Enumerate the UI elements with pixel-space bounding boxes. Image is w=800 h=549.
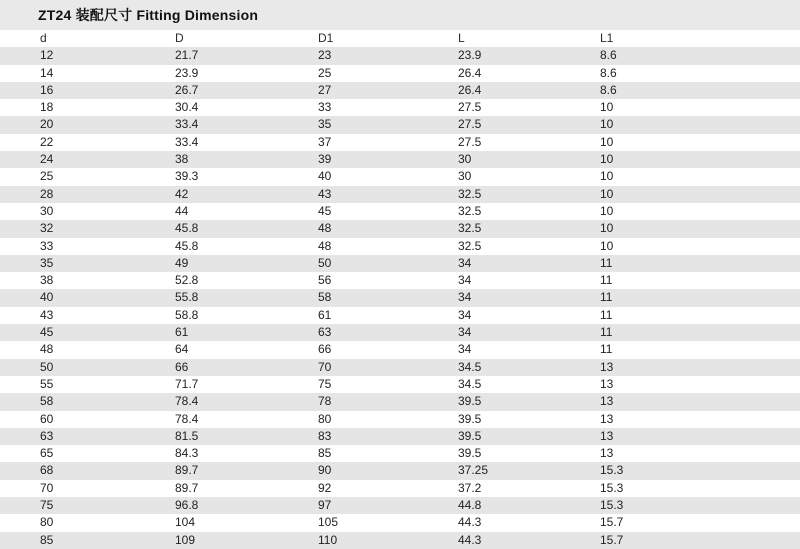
cell-d: 89.7 (175, 480, 199, 495)
cell-d1: 40 (318, 169, 332, 184)
cell-l: 32.5 (458, 203, 482, 218)
cell-l1: 10 (600, 203, 614, 218)
cell-d: 16 (40, 82, 54, 97)
cell-d1: 90 (318, 463, 332, 478)
cell-d: 65 (40, 446, 54, 461)
cell-d1: 63 (318, 325, 332, 340)
cell-d: 38 (175, 152, 189, 167)
table-row (0, 220, 800, 237)
cell-d: 58.8 (175, 307, 199, 322)
cell-l1: 15.3 (600, 463, 624, 478)
column-header-d: d (40, 31, 47, 45)
cell-l1: 11 (600, 255, 613, 270)
cell-d: 64 (175, 342, 189, 357)
table-row (0, 480, 800, 497)
cell-d: 81.5 (175, 428, 199, 443)
cell-l1: 11 (600, 325, 613, 340)
cell-l: 26.4 (458, 82, 482, 97)
cell-d1: 43 (318, 186, 332, 201)
cell-d1: 37 (318, 134, 332, 149)
cell-d: 43 (40, 307, 54, 322)
cell-d: 20 (40, 117, 54, 132)
column-header-l: L (458, 31, 465, 45)
cell-d: 63 (40, 428, 54, 443)
cell-d: 25 (40, 169, 54, 184)
cell-l: 34.5 (458, 359, 482, 374)
cell-d: 32 (40, 221, 54, 236)
cell-d: 89.7 (175, 463, 199, 478)
cell-d: 18 (40, 100, 54, 115)
cell-l: 39.5 (458, 394, 482, 409)
cell-d: 24 (40, 152, 54, 167)
cell-l: 39.5 (458, 428, 482, 443)
cell-l: 39.5 (458, 446, 482, 461)
cell-d: 80 (40, 515, 54, 530)
cell-d1: 61 (318, 307, 332, 322)
cell-l: 37.2 (458, 480, 482, 495)
cell-d: 84.3 (175, 446, 199, 461)
table-row (0, 203, 800, 220)
cell-l: 30 (458, 152, 472, 167)
cell-l: 34 (458, 290, 472, 305)
cell-d1: 110 (318, 532, 338, 547)
cell-l1: 10 (600, 134, 614, 149)
cell-l1: 8.6 (600, 82, 617, 97)
cell-d: 78.4 (175, 394, 199, 409)
column-header-d: D (175, 31, 184, 45)
cell-d1: 25 (318, 65, 332, 80)
cell-d: 42 (175, 186, 189, 201)
cell-l: 27.5 (458, 134, 482, 149)
cell-l: 37.25 (458, 463, 489, 478)
cell-l1: 8.6 (600, 65, 617, 80)
cell-d: 12 (40, 48, 54, 63)
cell-l: 34 (458, 255, 472, 270)
cell-d: 33.4 (175, 134, 199, 149)
cell-l1: 15.3 (600, 498, 624, 513)
cell-d: 52.8 (175, 273, 199, 288)
table-row (0, 532, 800, 549)
cell-l1: 11 (600, 290, 613, 305)
cell-l: 34 (458, 325, 472, 340)
table-row (0, 445, 800, 462)
cell-d: 109 (175, 532, 196, 547)
cell-l: 27.5 (458, 117, 482, 132)
cell-d: 104 (175, 515, 196, 530)
cell-d: 50 (40, 359, 54, 374)
cell-d1: 33 (318, 100, 332, 115)
cell-l: 44.8 (458, 498, 482, 513)
cell-l1: 8.6 (600, 48, 617, 63)
cell-l: 32.5 (458, 221, 482, 236)
title-band (0, 0, 800, 30)
cell-d1: 45 (318, 203, 332, 218)
cell-d: 60 (40, 411, 54, 426)
cell-d: 66 (175, 359, 189, 374)
cell-l1: 13 (600, 446, 614, 461)
cell-d1: 80 (318, 411, 332, 426)
cell-l1: 11 (600, 307, 613, 322)
cell-d: 40 (40, 290, 54, 305)
table-row (0, 151, 800, 168)
cell-d1: 48 (318, 221, 332, 236)
cell-d: 45 (40, 325, 54, 340)
cell-l: 27.5 (458, 100, 482, 115)
cell-d: 22 (40, 134, 54, 149)
cell-d1: 39 (318, 152, 332, 167)
table-row (0, 47, 800, 64)
cell-d: 55 (40, 376, 54, 391)
cell-d1: 85 (318, 446, 332, 461)
table-row (0, 359, 800, 376)
cell-d: 61 (175, 325, 189, 340)
cell-d1: 58 (318, 290, 332, 305)
cell-d: 45.8 (175, 221, 199, 236)
page-title: ZT24 装配尺寸 Fitting Dimension (38, 7, 259, 23)
table-body (0, 47, 800, 549)
table-row (0, 307, 800, 324)
cell-l1: 10 (600, 169, 614, 184)
cell-d1: 66 (318, 342, 332, 357)
cell-l: 34 (458, 307, 472, 322)
cell-l: 34 (458, 273, 472, 288)
cell-l1: 10 (600, 221, 614, 236)
cell-d: 49 (175, 255, 189, 270)
cell-d: 23.9 (175, 65, 199, 80)
table-row (0, 168, 800, 185)
cell-l1: 11 (600, 273, 613, 288)
cell-d: 78.4 (175, 411, 199, 426)
cell-d: 68 (40, 463, 54, 478)
cell-d: 33.4 (175, 117, 199, 132)
cell-d: 35 (40, 255, 54, 270)
fitting-dimension-table (0, 30, 800, 549)
cell-l: 26.4 (458, 65, 482, 80)
cell-d: 38 (40, 273, 54, 288)
cell-d: 26.7 (175, 82, 199, 97)
table-row (0, 82, 800, 99)
cell-d1: 56 (318, 273, 332, 288)
column-header-l1: L1 (600, 31, 614, 45)
table-row (0, 393, 800, 410)
cell-d: 33 (40, 238, 54, 253)
cell-l1: 10 (600, 117, 614, 132)
cell-d: 71.7 (175, 376, 199, 391)
cell-d1: 78 (318, 394, 332, 409)
cell-l1: 13 (600, 376, 614, 391)
cell-l1: 15.7 (600, 532, 624, 547)
cell-d: 70 (40, 480, 54, 495)
cell-d1: 48 (318, 238, 332, 253)
cell-l: 32.5 (458, 186, 482, 201)
cell-d: 44 (175, 203, 189, 218)
table-row (0, 411, 800, 428)
cell-d: 58 (40, 394, 54, 409)
cell-l1: 10 (600, 152, 614, 167)
table-row (0, 186, 800, 203)
cell-l: 44.3 (458, 532, 482, 547)
cell-d: 85 (40, 532, 54, 547)
table-row (0, 514, 800, 531)
table-row (0, 324, 800, 341)
cell-d: 96.8 (175, 498, 199, 513)
cell-l1: 15.7 (600, 515, 624, 530)
table-row (0, 238, 800, 255)
cell-d: 21.7 (175, 48, 199, 63)
table-row (0, 428, 800, 445)
table-row (0, 116, 800, 133)
cell-l1: 13 (600, 428, 614, 443)
cell-l1: 13 (600, 394, 614, 409)
table-row (0, 134, 800, 151)
cell-d: 30.4 (175, 100, 199, 115)
table-row (0, 272, 800, 289)
cell-d1: 70 (318, 359, 332, 374)
cell-d: 75 (40, 498, 54, 513)
table-row (0, 462, 800, 479)
cell-d: 30 (40, 203, 54, 218)
cell-d: 55.8 (175, 290, 199, 305)
cell-l: 34.5 (458, 376, 482, 391)
cell-d: 28 (40, 186, 54, 201)
cell-l1: 10 (600, 238, 614, 253)
cell-d1: 105 (318, 515, 339, 530)
cell-l: 23.9 (458, 48, 482, 63)
cell-d: 14 (40, 65, 54, 80)
cell-d1: 23 (318, 48, 332, 63)
cell-d1: 75 (318, 376, 332, 391)
cell-l: 39.5 (458, 411, 482, 426)
cell-l1: 13 (600, 411, 614, 426)
cell-d1: 50 (318, 255, 332, 270)
cell-d: 45.8 (175, 238, 199, 253)
cell-l1: 10 (600, 100, 614, 115)
column-header-d1: D1 (318, 31, 334, 45)
table-row (0, 376, 800, 393)
table-row (0, 99, 800, 116)
cell-d: 39.3 (175, 169, 199, 184)
cell-d: 48 (40, 342, 54, 357)
table-row (0, 255, 800, 272)
cell-l1: 13 (600, 359, 614, 374)
cell-d1: 27 (318, 82, 332, 97)
cell-l1: 11 (600, 342, 613, 357)
cell-l: 32.5 (458, 238, 482, 253)
table-row (0, 341, 800, 358)
table-header-row (0, 30, 800, 47)
cell-d1: 35 (318, 117, 332, 132)
table-row (0, 289, 800, 306)
cell-l1: 15.3 (600, 480, 624, 495)
cell-d1: 83 (318, 428, 332, 443)
cell-d1: 92 (318, 480, 332, 495)
table-row (0, 497, 800, 514)
cell-l: 34 (458, 342, 472, 357)
cell-l: 30 (458, 169, 472, 184)
cell-l1: 10 (600, 186, 614, 201)
cell-l: 44.3 (458, 515, 482, 530)
table-row (0, 65, 800, 82)
cell-d1: 97 (318, 498, 332, 513)
